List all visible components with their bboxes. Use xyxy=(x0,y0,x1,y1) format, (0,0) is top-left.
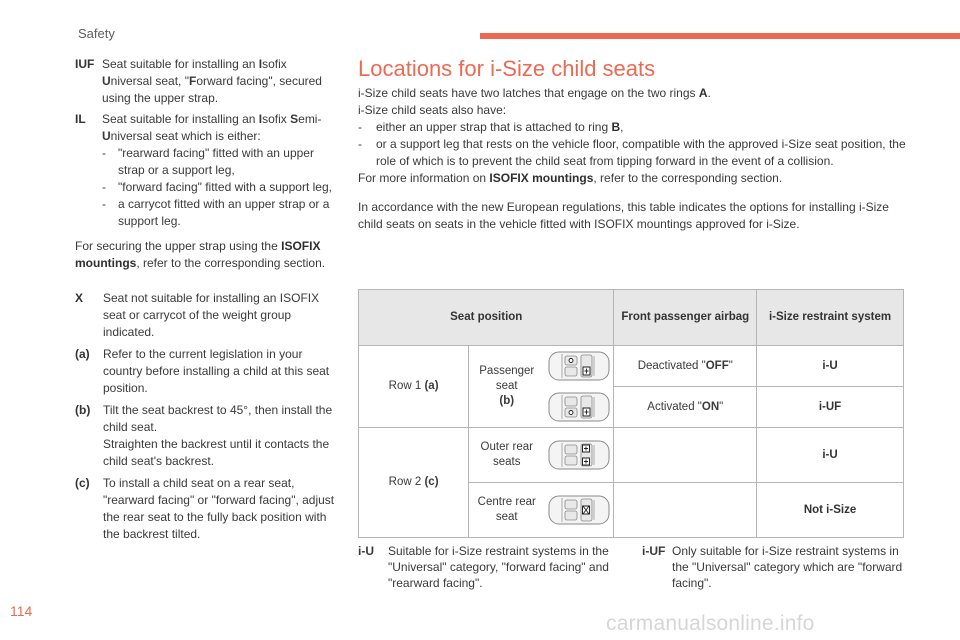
note-text: Seat not suitable for installing an ISOFIX seat or carrycot of the weight group indicated. xyxy=(103,291,320,339)
row1-label: Row 1 (a) xyxy=(359,346,469,428)
notes-list xyxy=(75,290,337,547)
definition-subitem: - "rearward facing" fitted with an upper strap or a support leg, xyxy=(102,146,314,177)
legend-i-uf xyxy=(642,543,904,591)
isize-seat-table xyxy=(358,289,904,538)
table-row xyxy=(359,346,904,387)
note-x xyxy=(75,290,337,341)
note-text: Refer to the current legislation in your country before installing a child at this seat position. xyxy=(103,347,330,395)
airbag-on: Activated "ON" xyxy=(614,387,757,428)
legend-text: Suitable for i-Size restraint systems in the "Universal" category, "forward facing" and "rearward facing". xyxy=(388,544,609,590)
table-row xyxy=(359,428,904,483)
definition-iuf xyxy=(75,56,337,107)
airbag-empty xyxy=(614,428,757,483)
restraint-i-u: i-U xyxy=(757,346,904,387)
note-term: (c) xyxy=(75,476,90,490)
isize-intro: i-Size child seats have two latches that engage on the two rings A. i-Size child seats also have: - either an upper strap that is attached to ring B, - or a support leg that rests on the vehicle floor, compatible with the approved i-Size seat position, the role of which is to prevent the child seat from tipping forward in the event of a collision. For more information on ISOFIX mountings, refer to the corresponding section. xyxy=(358,86,906,185)
regulation-note: In accordance with the new European regulations, this table indicates the options for installing i-Size child seats on seats in the vehicle fitted with ISOFIX mountings approved for i-Size. xyxy=(358,200,889,231)
page-number: 114 xyxy=(10,603,33,619)
definitions-list xyxy=(75,56,337,272)
page-title: Locations for i-Size child seats xyxy=(358,56,656,81)
legend-term: i-UF xyxy=(642,544,666,558)
restraint-not-i-size: Not i-Size xyxy=(757,483,904,538)
note-b xyxy=(75,402,337,470)
centre-rear-seat-diagram xyxy=(544,483,614,538)
definition-text xyxy=(102,111,337,230)
strap-note: For securing the upper strap using the ISOFIX mountings, refer to the corresponding section. xyxy=(75,239,326,270)
note-text: To install a child seat on a rear seat, "rearward facing" or "forward facing", adjust the rear seat to the fully back position with the backrest tilted. xyxy=(103,476,335,541)
header-front-airbag: Front passenger airbag xyxy=(614,290,757,346)
header-restraint-system: i-Size restraint system xyxy=(757,290,904,346)
definition-subitem: - "forward facing" fitted with a support leg, xyxy=(102,180,332,194)
note-c xyxy=(75,475,337,543)
airbag-off: Deactivated "OFF" xyxy=(614,346,757,387)
outer-rear-seats-diagram xyxy=(544,428,614,483)
note-term: (a) xyxy=(75,347,90,361)
row2-label: Row 2 (c) xyxy=(359,428,469,538)
watermark: carmanualsonline.info xyxy=(606,612,815,635)
legend-i-u xyxy=(358,543,626,591)
definition-term: IUF xyxy=(75,57,95,71)
note-text: Tilt the seat backrest to 45°, then install the child seat. Straighten the backrest until it contacts the child seat's backrest. xyxy=(103,403,333,468)
note-a xyxy=(75,346,337,397)
car-seat-diagram-icon xyxy=(548,495,610,525)
centre-rear-seat-label: Centre rear seat xyxy=(469,483,545,538)
outer-rear-seats-label: Outer rear seats xyxy=(469,428,545,483)
legend-term: i-U xyxy=(358,544,374,558)
airbag-empty xyxy=(614,483,757,538)
restraint-i-uf: i-UF xyxy=(757,387,904,428)
note-term: (b) xyxy=(75,403,91,417)
passenger-seat-label: Passenger seat (b) xyxy=(469,346,545,428)
passenger-seat-off-diagram xyxy=(544,346,614,387)
header-section-title: Safety xyxy=(78,26,115,41)
header-seat-position: Seat position xyxy=(359,290,614,346)
definition-il xyxy=(75,111,337,230)
passenger-seat-on-diagram xyxy=(544,387,614,428)
restraint-i-u-outer: i-U xyxy=(757,428,904,483)
definition-term: IL xyxy=(75,112,86,126)
note-term: X xyxy=(75,291,84,305)
car-seat-diagram-icon xyxy=(548,440,610,470)
header-accent-bar xyxy=(480,33,960,39)
definition-subitem: - a carrycot fitted with an upper strap or a support leg. xyxy=(102,197,330,228)
definition-text: Seat suitable for installing an Isofix Universal seat, "Forward facing", secured using the upper strap. xyxy=(102,57,322,105)
definition-intro: Seat suitable for installing an Isofix Semi-Universal seat which is either: xyxy=(102,112,322,143)
car-seat-diagram-icon xyxy=(548,351,610,381)
car-seat-diagram-icon xyxy=(548,392,610,422)
legend-text: Only suitable for i-Size restraint systems in the "Universal" category which are "forward facing". xyxy=(672,544,903,590)
